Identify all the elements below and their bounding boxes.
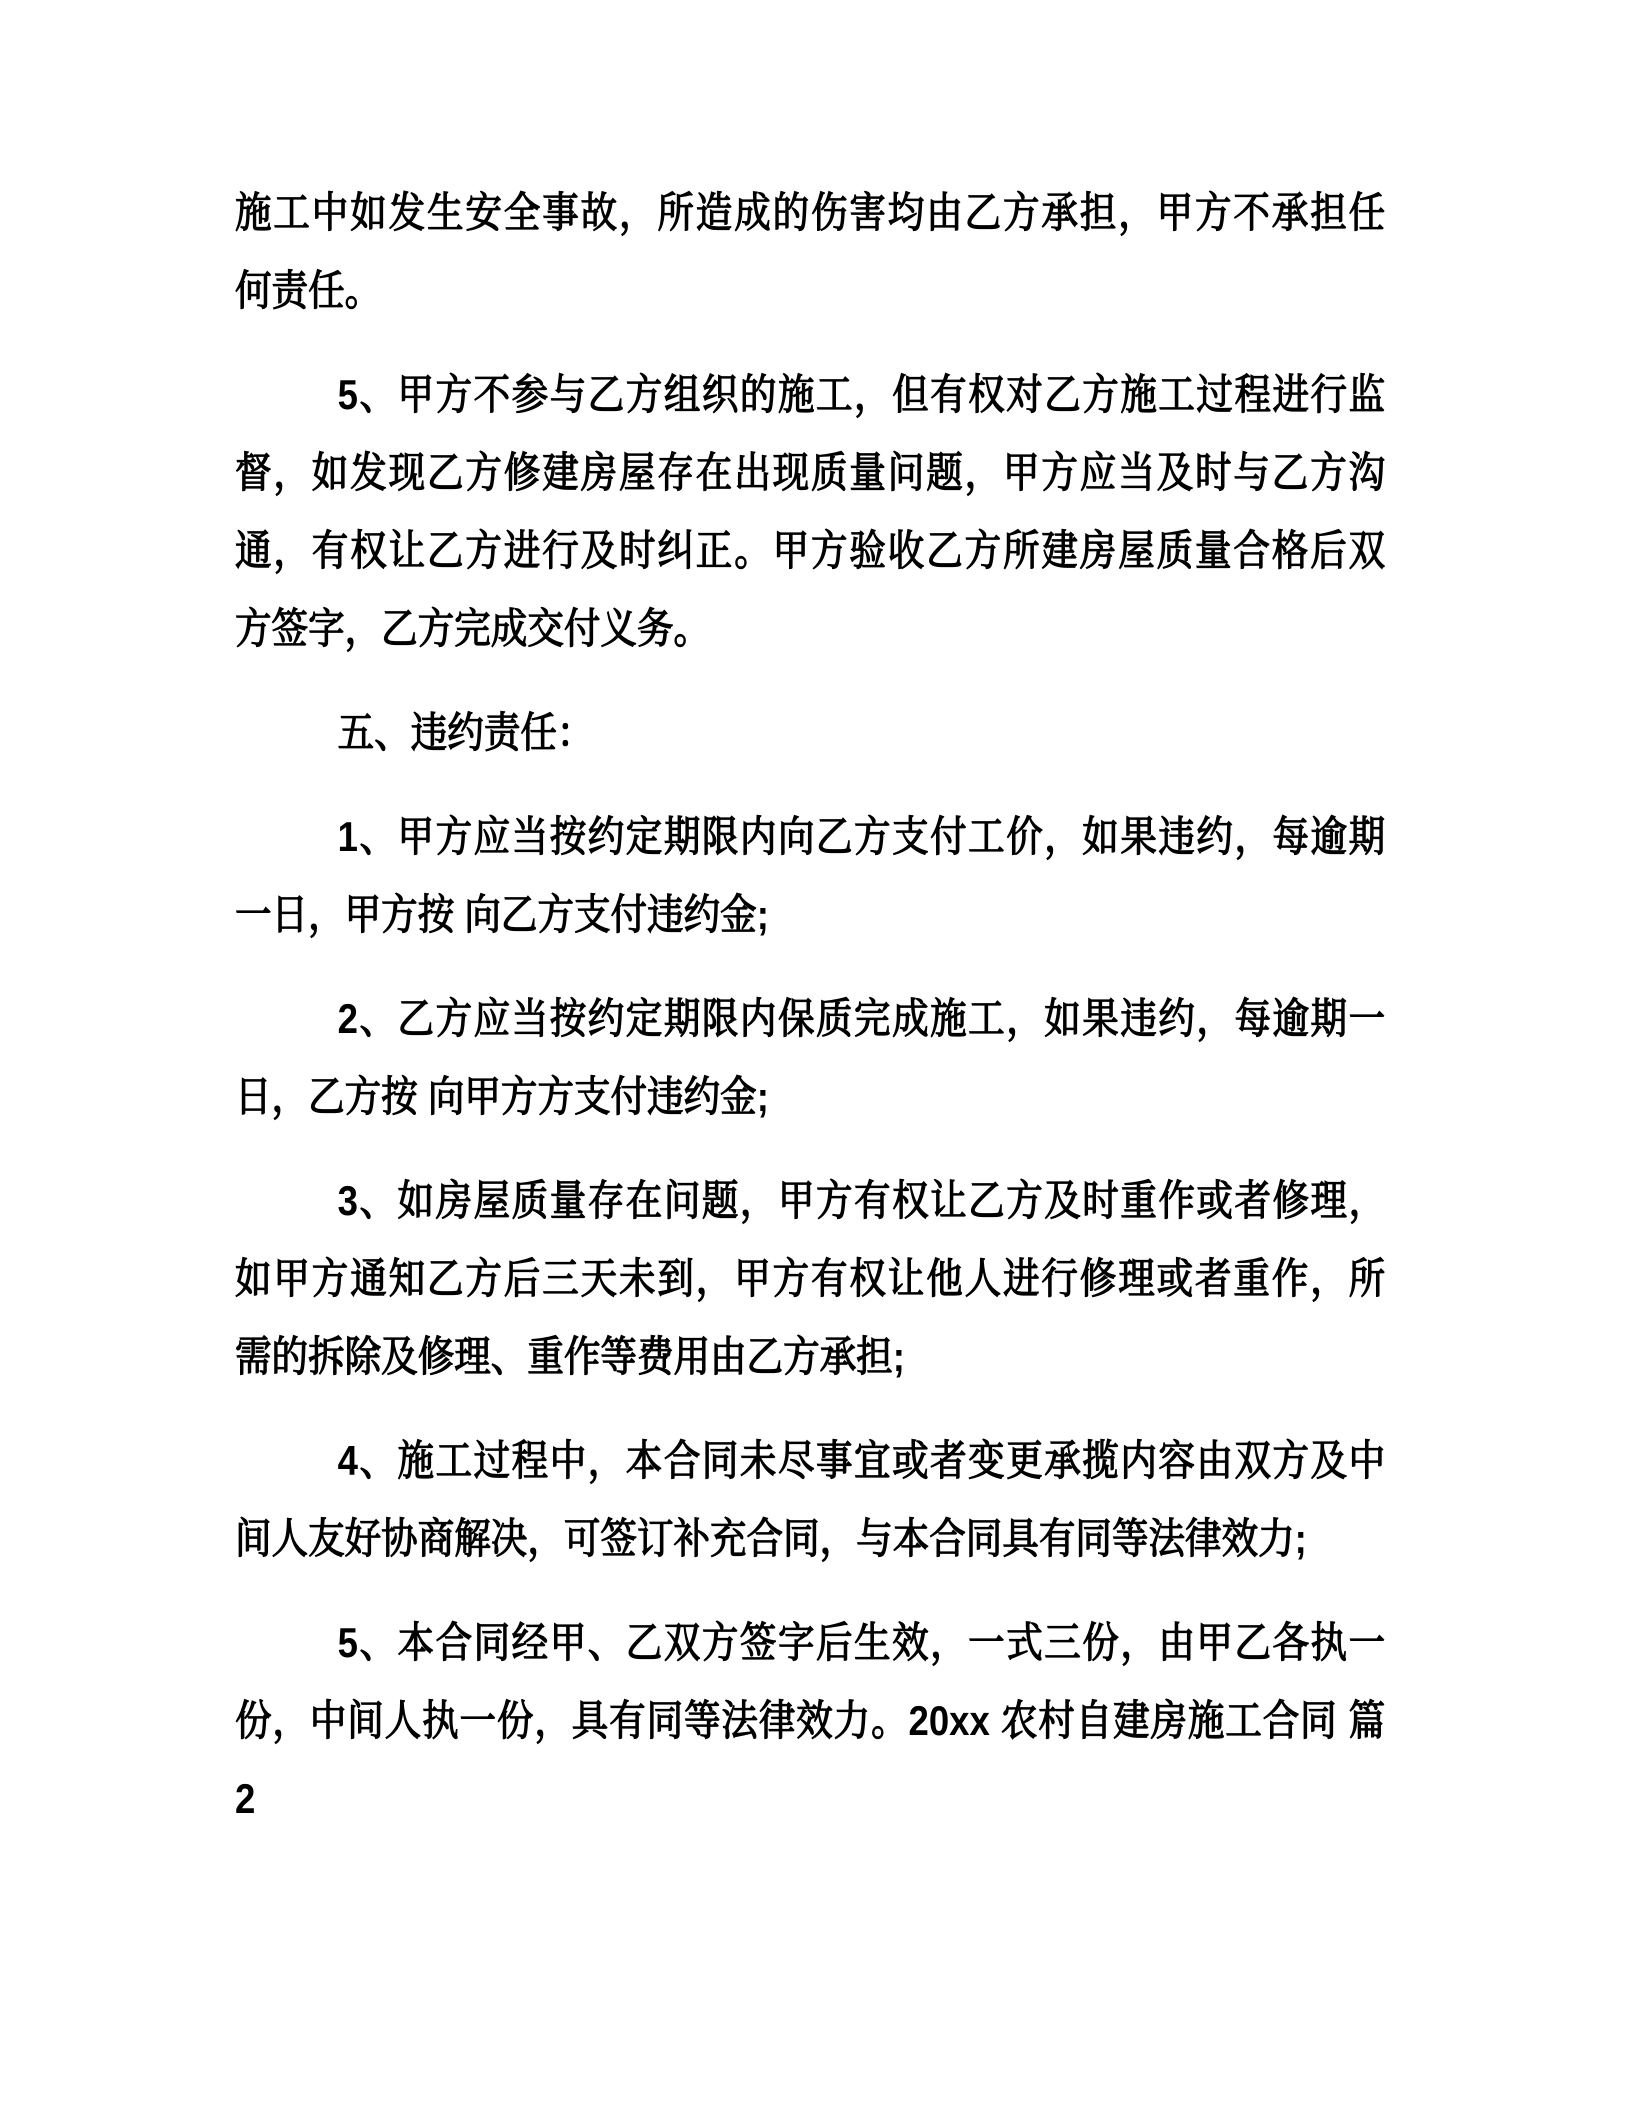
paragraph: [235, 356, 1385, 668]
paragraph: [235, 174, 1385, 330]
paragraph: [235, 1162, 1385, 1396]
text-line: 5、甲方不参与乙方组织的施工，但有权对乙方施工过程进行监: [337, 371, 1386, 418]
text-line: 施工中如发生安全事故，所造成的伤害均由乙方承担，甲方不承担任: [235, 189, 1386, 236]
text-line: 份，中间人执一份，具有同等法律效力。20xx 农村自建房施工合同 篇: [235, 1697, 1386, 1744]
paragraph: [235, 694, 1385, 772]
text-line: 间人友好协商解决，可签订补充合同，与本合同具有同等法律效力;: [235, 1515, 1307, 1562]
text-line: 一日，甲方按 向乙方支付违约金;: [235, 891, 769, 938]
text-line: 需的拆除及修理、重作等费用由乙方承担;: [235, 1333, 905, 1380]
text-line: 1、甲方应当按约定期限内向乙方支付工价，如果违约，每逾期: [337, 813, 1386, 860]
text-line: 方签字，乙方完成交付义务。: [235, 605, 711, 652]
paragraph: [235, 1422, 1385, 1578]
text-line: 通，有权让乙方进行及时纠正。甲方验收乙方所建房屋质量合格后双: [235, 527, 1386, 574]
text-line: 如甲方通知乙方后三天未到，甲方有权让他人进行修理或者重作，所: [235, 1255, 1386, 1302]
text-line: 五、违约责任：: [337, 709, 594, 756]
text-line: 2: [235, 1775, 256, 1822]
text-line: 日，乙方按 向甲方方支付违约金;: [235, 1073, 769, 1120]
text-line: 3、如房屋质量存在问题，甲方有权让乙方及时重作或者修理，: [337, 1177, 1386, 1224]
paragraph: [235, 1604, 1385, 1838]
text-line: 5、本合同经甲、乙双方签字后生效，一式三份，由甲乙各执一: [337, 1619, 1386, 1666]
paragraph: [235, 798, 1385, 954]
contract-text: [235, 174, 1385, 1838]
text-line: 督，如发现乙方修建房屋存在出现质量问题，甲方应当及时与乙方沟: [235, 449, 1386, 496]
text-line: 2、乙方应当按约定期限内保质完成施工，如果违约，每逾期一: [337, 995, 1386, 1042]
text-line: 何责任。: [235, 267, 382, 314]
paragraph: [235, 980, 1385, 1136]
text-line: 4、施工过程中，本合同未尽事宜或者变更承揽内容由双方及中: [337, 1437, 1386, 1484]
